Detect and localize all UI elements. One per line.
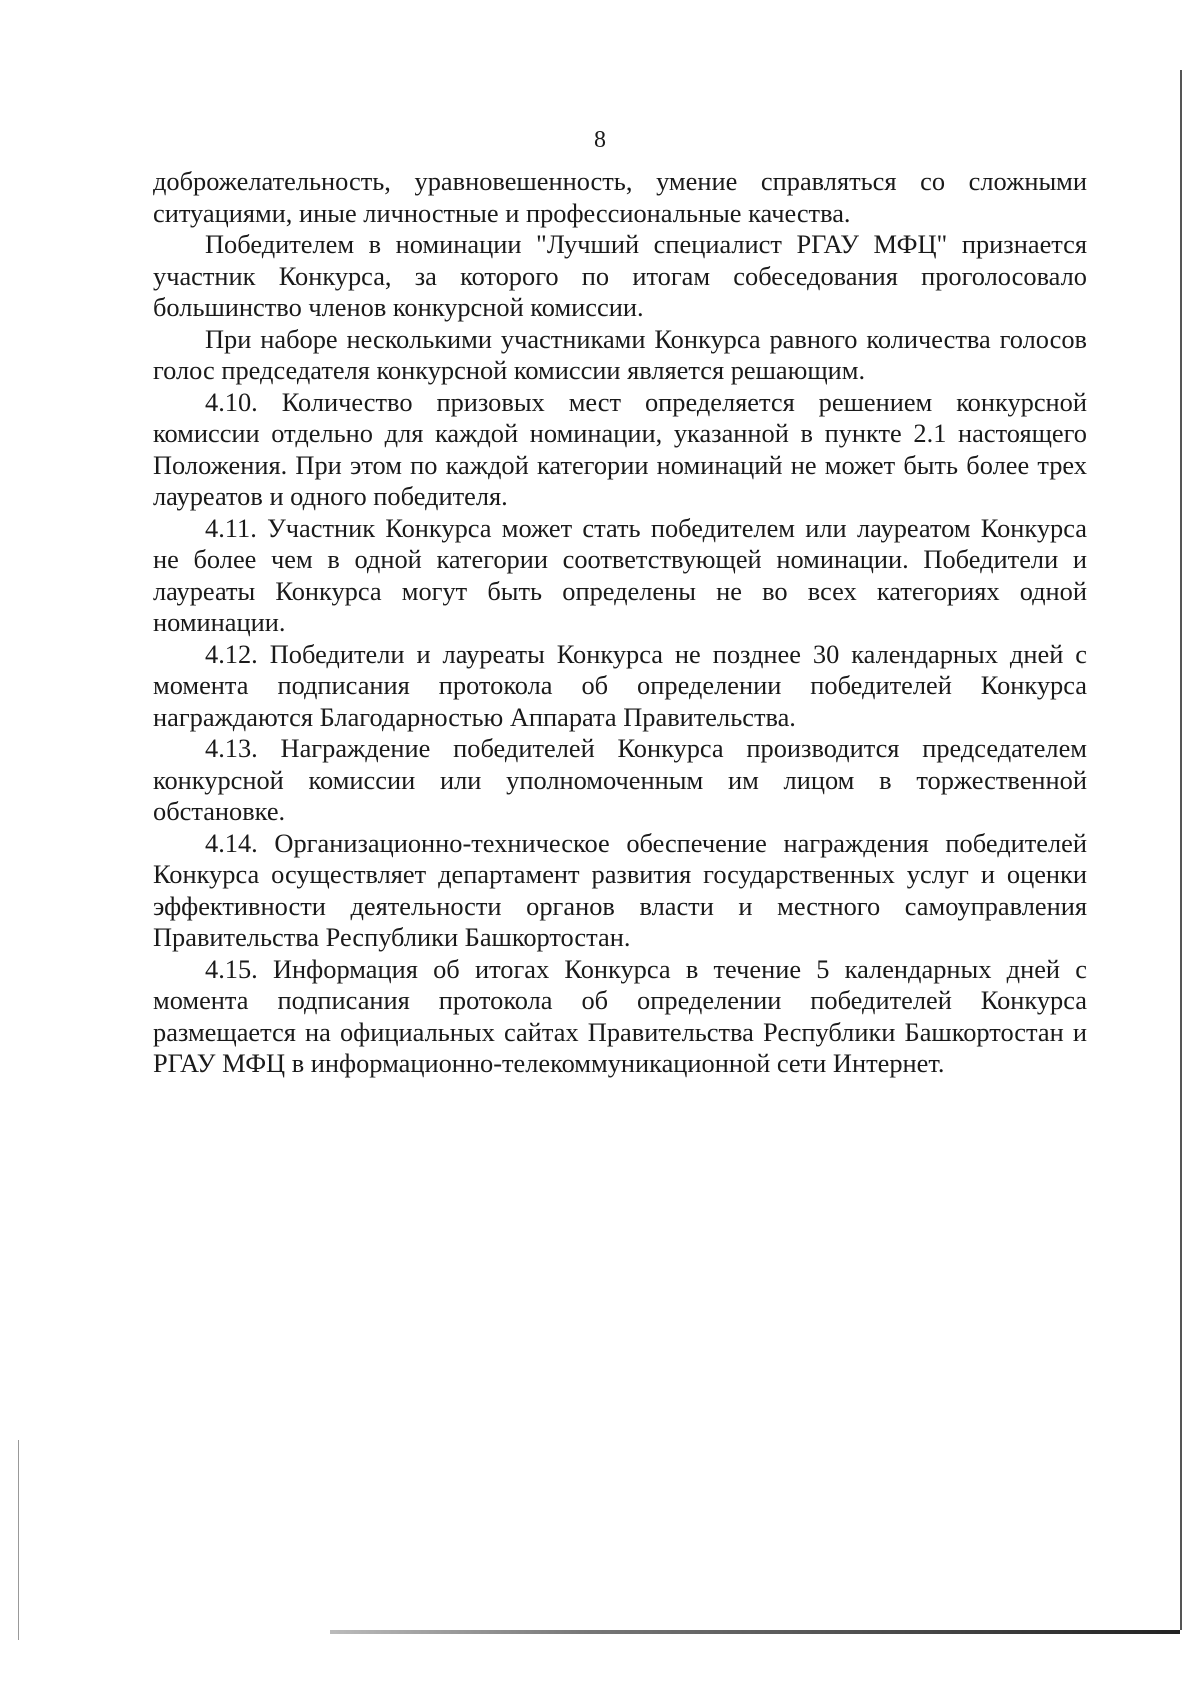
- document-body: [153, 166, 1087, 1080]
- paragraph-continuation: доброжелательность, уравновешенность, умение справляться со сложными ситуациями, иные личностные и профессиональные качества.: [153, 166, 1087, 228]
- scan-right-edge: [1180, 70, 1182, 1630]
- paragraph-equal-votes: При наборе несколькими участниками Конкурса равного количества голосов голос председателя конкурсной комиссии является решающим.: [153, 323, 1087, 385]
- paragraph-4-12: 4.12. Победители и лауреаты Конкурса не позднее 30 календарных дней с момента подписания протокола об определении победителей Конкурса награждаются Благодарностью Аппарата Правительства.: [153, 638, 1087, 732]
- paragraph-4-14: 4.14. Организационно-техническое обеспечение награждения победителей Конкурса осуществляет департамент развития государственных услуг и оценки эффективности деятельности органов власти и местного самоуправления Правительства Республики Башкортостан.: [153, 827, 1087, 952]
- scan-bottom-edge: [330, 1630, 1180, 1634]
- paragraph-4-13: 4.13. Награждение победителей Конкурса производится председателем конкурсной комиссии или уполномоченным им лицом в торжественной обстановке.: [153, 733, 1087, 826]
- page-number: 8: [594, 127, 606, 153]
- paragraph-4-15: 4.15. Информация об итогах Конкурса в течение 5 календарных дней с момента подписания протокола об определении победителей Конкурса размещается на официальных сайтах Правительства Республики Башкортостан и РГАУ МФЦ в информационно-телекоммуникационной сети Интернет.: [153, 953, 1087, 1078]
- paragraph-winner-nomination: Победителем в номинации "Лучший специалист РГАУ МФЦ" признается участник Конкурса, за которого по итогам собеседования проголосовало большинство членов конкурсной комиссии.: [153, 229, 1087, 322]
- paragraph-4-11: 4.11. Участник Конкурса может стать победителем или лауреатом Конкурса не более чем в одной категории соответствующей номинации. Победители и лауреаты Конкурса могут быть определены не во всех категориях одной номинации.: [153, 512, 1087, 637]
- paragraph-4-10: 4.10. Количество призовых мест определяется решением конкурсной комиссии отдельно для каждой номинации, указанной в пункте 2.1 настоящего Положения. При этом по каждой категории номинаций не может быть более трех лауреатов и одного победителя.: [153, 386, 1087, 511]
- scan-left-edge: [18, 1440, 19, 1640]
